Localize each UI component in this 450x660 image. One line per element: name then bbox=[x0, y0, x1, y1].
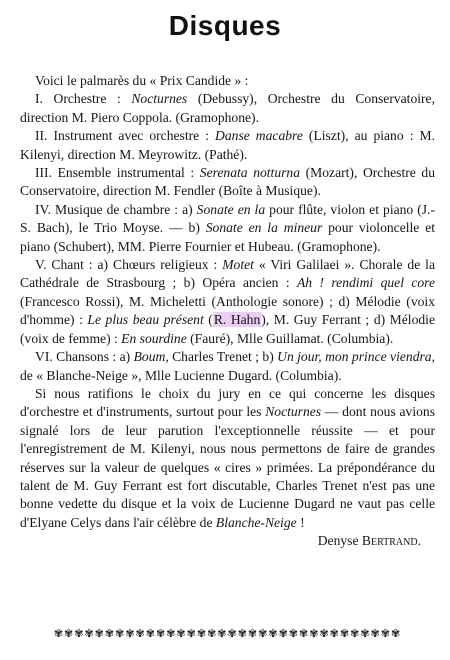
work-title: Sonate en la mineur bbox=[205, 220, 323, 236]
text-segment: II. Instrument avec orchestre : bbox=[35, 128, 216, 144]
category-chambre bbox=[20, 201, 435, 256]
work-title: Le plus beau présent bbox=[87, 312, 204, 328]
page-title: Disques bbox=[168, 10, 282, 41]
category-chant bbox=[20, 256, 435, 348]
text-segment: « Viri Galilaei ». Chorale de la Cathédrale de Strasbourg ; b) Opéra ancien : bbox=[20, 257, 435, 291]
intro-paragraph: Voici le palmarès du « Prix Candide » : bbox=[35, 73, 249, 88]
work-title: Motet bbox=[222, 257, 254, 273]
work-title: Ah ! rendimi quel core bbox=[297, 275, 436, 291]
text-segment: ( bbox=[203, 312, 213, 328]
author-last-name: Bertrand. bbox=[361, 533, 421, 549]
text-segment: (Debussy), Orchestre du Conservatoire, direction M. Piero Coppola. (Gramophone). bbox=[20, 91, 435, 125]
author-signature bbox=[20, 532, 435, 550]
text-segment: VI. Chansons : a) bbox=[35, 349, 134, 365]
category-ensemble bbox=[20, 164, 435, 201]
category-instrument bbox=[20, 127, 435, 164]
text-segment: (Fauré), Mlle Guillamat. (Columbia). bbox=[186, 330, 394, 346]
text-segment: (Liszt), au piano : M. Kilenyi, direction M. Meyrowitz. (Pathé). bbox=[20, 128, 435, 162]
text-segment: (Francesco Rossi), M. Micheletti (Anthologie sonore) ; d) Mélodie (voix d'homme) : bbox=[20, 293, 435, 328]
work-title: Un jour, mon prince viendra bbox=[277, 349, 432, 365]
work-title: Serenata notturna bbox=[199, 165, 301, 181]
commentary-paragraph bbox=[20, 385, 435, 532]
text-segment: I. Orchestre : bbox=[35, 91, 132, 107]
text-segment: III. Ensemble instrumental : bbox=[35, 165, 200, 181]
text-segment: — dont nous avions signalé lors de leur parution l'exceptionnelle réussite — et pour l'enregistrement de M. Kilenyi, nous nous permettons de faire de grandes réserves sur la valeur de quelques « cires » primées. La prépondérance du talent de M. Guy Ferrant est fort discutable, Charles Trenet n'est pas une bonne vedette du disque et la voix de Lucienne Dugard ne vaut pas celle d'Elyane Celys dans l'air célèbre de bbox=[20, 404, 436, 530]
text-segment: pour flûte, violon et piano (J.-S. Bach), le Trio Moyse. — b) bbox=[20, 201, 435, 236]
author-first-name: Denyse bbox=[317, 533, 362, 549]
decorative-border: ✾✾✾✾✾✾✾✾✾✾✾✾✾✾✾✾✾✾✾✾✾✾✾✾✾✾✾✾✾✾✾✾✾✾ bbox=[53, 628, 402, 640]
text-segment: IV. Musique de chambre : a) bbox=[35, 201, 197, 217]
work-title: Boum bbox=[133, 349, 166, 365]
work-title: Danse macabre bbox=[215, 128, 303, 144]
work-title: Nocturnes bbox=[131, 91, 188, 107]
work-title: En sourdine bbox=[121, 330, 187, 346]
text-segment: , Charles Trenet ; b) bbox=[165, 349, 278, 365]
text-segment: (Mozart), Orchestre du Conservatoire, direction M. Fendler (Boîte à Musique). bbox=[20, 165, 435, 199]
text-segment: pour violoncelle et piano (Schubert), MM. Pierre Fournier et Hubeau. (Gramophone). bbox=[20, 220, 436, 254]
highlighted-composer: R. Hahn bbox=[213, 312, 261, 328]
category-chansons bbox=[20, 348, 435, 385]
article-body bbox=[20, 72, 435, 551]
work-title: Blanche-Neige bbox=[215, 514, 297, 530]
work-title: Sonate en la bbox=[196, 201, 266, 217]
category-orchestre bbox=[20, 90, 435, 127]
work-title: Nocturnes bbox=[265, 404, 322, 420]
text-segment: ), M. Guy Ferrant ; d) Mélodie (voix de femme) : bbox=[20, 312, 435, 346]
text-segment: V. Chant : a) Chœurs religieux : bbox=[35, 257, 223, 273]
text-segment: ! bbox=[296, 514, 305, 530]
text-segment: Si nous ratifions le choix du jury en ce qui concerne les disques d'orchestre et d'instruments, surtout pour les bbox=[20, 385, 435, 420]
text-segment: , de « Blanche-Neige », Mlle Lucienne Dugard. (Columbia). bbox=[20, 349, 435, 383]
